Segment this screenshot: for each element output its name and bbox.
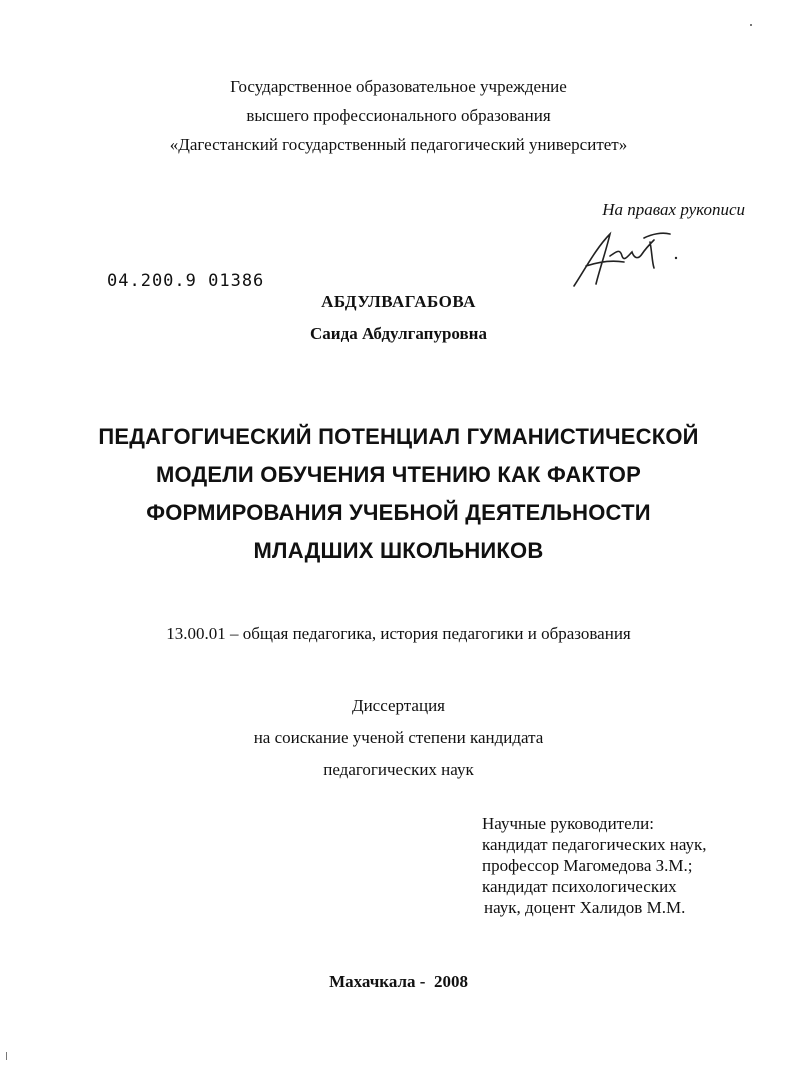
- supervisors-line-4: наук, доцент Халидов М.М.: [484, 898, 686, 917]
- degree-line-2: на соискание ученой степени кандидата: [253, 728, 544, 747]
- degree-block: [0, 690, 797, 786]
- degree-line-3: педагогических наук: [323, 760, 474, 779]
- city-year: [0, 972, 797, 992]
- degree-line-1: Диссертация: [351, 696, 445, 715]
- supervisors-line-2: профессор Магомедова З.М.;: [482, 856, 693, 875]
- scan-edge-mark: [6, 1052, 7, 1060]
- institution-line-1: Государственное образовательное учреждение: [230, 77, 567, 96]
- supervisors-block: [482, 813, 707, 918]
- title-line-3: ФОРМИРОВАНИЯ УЧЕБНОЙ ДЕЯТЕЛЬНОСТИ: [146, 500, 651, 525]
- supervisors-line-3: кандидат психологических: [482, 877, 677, 896]
- author-name: Саида Абдулгапуровна: [310, 324, 487, 343]
- dissertation-title: [0, 418, 797, 570]
- institution-line-2: высшего профессионального образования: [246, 106, 551, 125]
- specialty-code: 13.00.01 – общая педагогика, история педагогики и образования: [166, 624, 631, 643]
- title-line-4: МЛАДШИХ ШКОЛЬНИКОВ: [253, 538, 544, 563]
- title-line-2: МОДЕЛИ ОБУЧЕНИЯ ЧТЕНИЮ КАК ФАКТОР: [156, 462, 641, 487]
- supervisors-heading: Научные руководители:: [482, 814, 654, 833]
- supervisors-line-1: кандидат педагогических наук,: [482, 835, 707, 854]
- year: 2008: [433, 972, 468, 991]
- author-surname: АБДУЛВАГАБОВА: [321, 292, 476, 311]
- city-name: Махачкала -: [329, 972, 426, 991]
- manuscript-rights-label: На правах рукописи: [602, 200, 745, 219]
- title-line-1: ПЕДАГОГИЧЕСКИЙ ПОТЕНЦИАЛ ГУМАНИСТИЧЕСКОЙ: [98, 424, 699, 449]
- institution-block: [0, 72, 797, 159]
- archive-number: 04.200.9 01386: [107, 271, 265, 291]
- scan-dot-mark: [750, 24, 752, 26]
- signature-icon: [566, 226, 686, 296]
- institution-line-3: «Дагестанский государственный педагогический университет»: [169, 135, 628, 154]
